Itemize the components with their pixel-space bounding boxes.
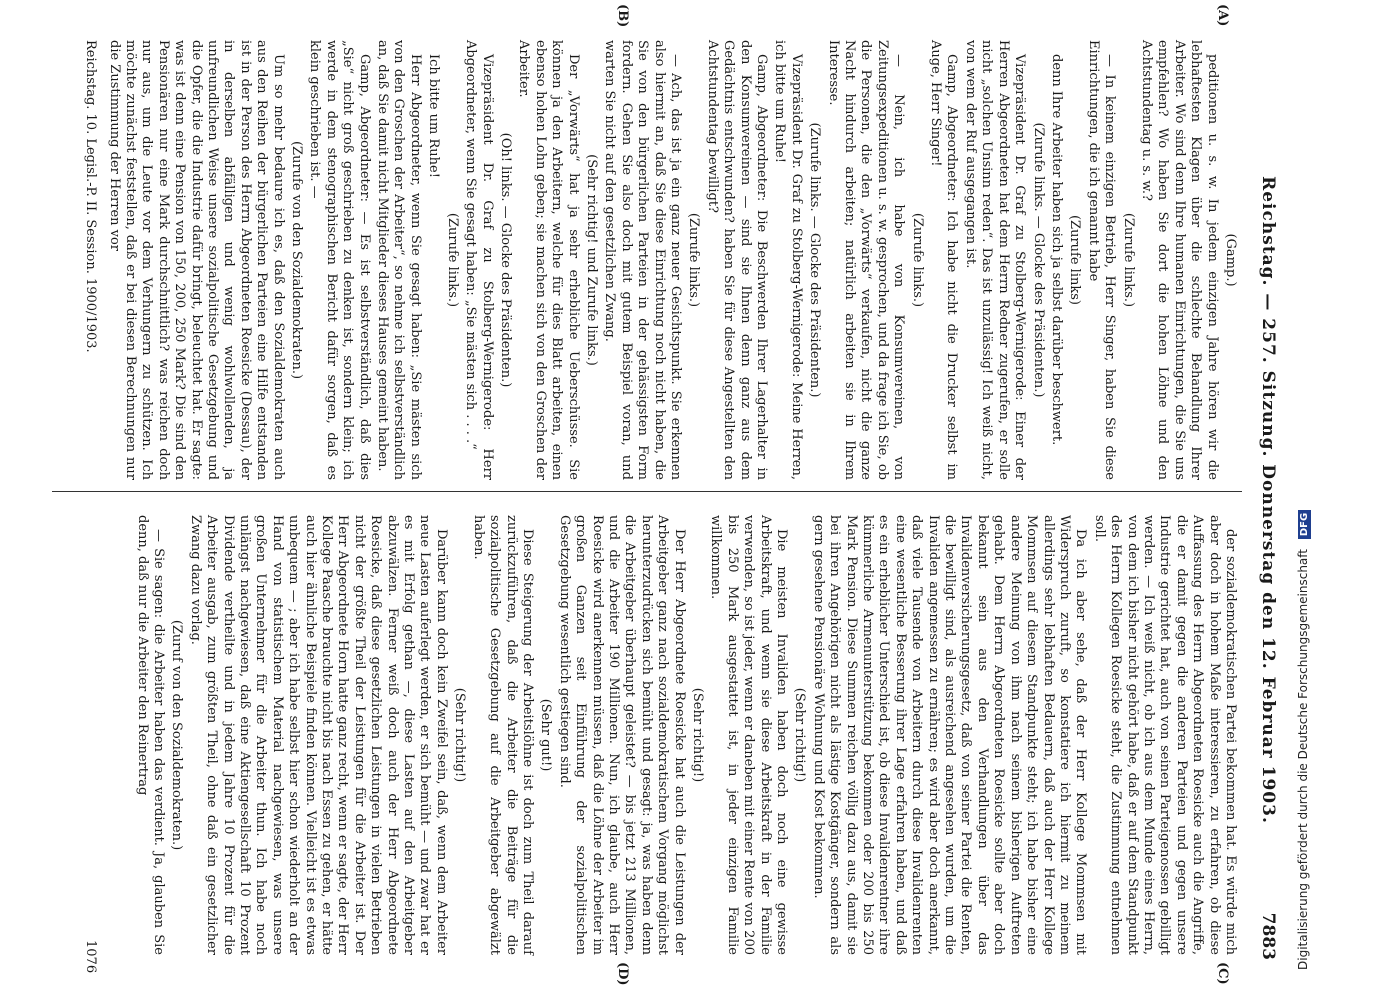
sidebar-text: Digitalisierung gefördert durch die Deutsche Forschungsgemeinschaft [1296, 548, 1310, 970]
left-column-paragraph: Herr Abgeordneter, wenn Sie gesagt haben: „Sie mästen sich von den Groschen der Arbeiter“, so nehme ich selbstverständlich an, daß Sie damit nicht Mitglieder dieses Hauses gemeint haben. [375, 40, 423, 480]
right-column-paragraph: (Sehr richtig!) [452, 687, 468, 783]
page-header [1248, 0, 1278, 1000]
right-column-paragraph: Die meisten Invaliden haben doch noch eine gewisse Arbeitskraft, und wenn sie diese Arbeitskraft in der Familie verwenden, so ist jeder, wenn er daneben mit einer Rente von 200 bis 250 Mark ausgestattet ist, in jeder einzigen Familie willkommen. [708, 515, 790, 955]
margin-mark-d: (D) [615, 962, 630, 986]
left-column-paragraph: Vizepräsident Dr. Graf zu Stolberg-Wernigerode: Einer der Herren Abgeordneten hat dem Herrn Redner zugerufen, er solle nicht „solchen Unsinn reden“. Das ist unzulässig! Ich weiß nicht, von wem der Ruf ausgegangen ist. [962, 40, 1028, 480]
left-column-paragraph: (Zurufe links.) [1120, 212, 1136, 308]
right-column [131, 515, 1238, 955]
left-column-paragraph: (Zurufe links.) [909, 212, 925, 308]
margin-mark-a: (A) [1215, 4, 1230, 27]
left-column-paragraph: Um so mehr bedaure ich es, daß den Sozialdemokraten auch aus den Reihen der bürgerlichen Parteien eine Hilfe entstanden ist in der Person des Herrn Abgeordneten Roesicke (Dessau), der in derselben abfälligen und wenig wohlwollenden, ja unfreundlichen Weise unsere sozialpolitische Gesetzgebung und die Opfer, die die Industrie dafür bringt, beleuchtet hat. Er sagte: was ist denn eine Pension von 150, 200, 250 Mark? Die sind den Pensionären nur eine Mark durchschnittlich? was reichen doch nur aus, um die Leute vor dem Verhungern zu schützen. Ich möchte zunächst feststellen, daß er bei diesen Berechnungen nur die Zustimmung der Herren vor [106, 40, 286, 480]
left-column-paragraph: Der „Vorwärts“ hat ja sehr erhebliche Ueberschüsse. Sie können ja den Arbeitern, welche für dies Blatt arbeiten, einen ebenso hohen Lohn geben; sie machen sich von den Groschen der Arbeiter. [516, 40, 581, 480]
header-title: Reichstag. — 257. Sitzung. Donnerstag den 12. Februar 1903. [1258, 176, 1278, 824]
left-column-paragraph: (Zurufe links. — Glocke des Präsidenten.) [807, 122, 823, 398]
right-column-paragraph: (Sehr richtig!) [792, 687, 808, 783]
right-column-paragraph: Der Herr Abgeordnete Roesicke hat auch die Leistungen der Arbeitgeber ganz nach sozialdemokratischem Vorgang möglichst herunterzudrücken sich bemüht und gesagt: ja, was haben denn die Arbeitgeber überhaupt geleistet? — bis jetzt 213 Millionen, und die Arbeiter 190 Millionen. Nun, ich glaube, auch Herr Roesicke wird anerkennen müssen, daß die Löhne der Arbeiter im großen Ganzen seit Einführung der sozialpolitischen Gesetzgebung wesentlich gestiegen sind. [556, 515, 687, 955]
page-number: 7883 [1258, 912, 1278, 960]
left-column-paragraph: Gamp, Abgeordneter: Die Beschwerden Ihrer Lagerhalter in den Konsumvereinen — sind sie Ihnen denn ganz aus dem Gedächtnis entschwunden? haben Sie für diese Angestellten den Achtstundentag bewilligt? [704, 40, 770, 480]
footer-left: Reichstag. 10. Legisl.-P. II. Session. 1900/1903. [83, 40, 98, 353]
left-column-paragraph: (Gamp.) [1223, 233, 1238, 287]
right-column-paragraph: (Sehr richtig!) [690, 687, 705, 783]
left-column-paragraph: — Ach, das ist ja ein ganz neuer Gesichtspunkt. Sie erkennen also hiermit an, daß Sie diese Einrichtung noch nicht haben, die Sie von den bürgerlichen Parteien in der gehässigsten Form fordern. Gehen Sie also doch mit gutem Beispiel voran, und warten Sie nicht auf den gesetzlichen Zwang. [602, 40, 683, 480]
left-column-paragraph: Gamp, Abgeordneter: — Es ist selbstverständlich, daß dies „Sie“ nicht groß geschrieben zu denken ist, sondern klein; ich werde in dem stenographischen Bericht dafür sorgen, daß es klein geschrieben ist. — [307, 40, 372, 480]
left-column-paragraph: (Oh! links. — Glocke des Präsidenten.) [497, 132, 513, 388]
right-column-paragraph: Darüber kann doch kein Zweifel sein, daß, wenn dem Arbeiter neue Lasten auferlegt werden, er sich bemüht — und zwar hat er es mit Erfolg gethan —, diese Lasten auf den Arbeitgeber abzuwälzen. Ferner weiß doch auch der Herr Abgeordnete Roesicke, daß diese gesetzlichen Leistungen in vielen Betrieben nicht der größte Theil der Leistungen für die Arbeiter ist. Der Herr Abgeordnete Horn hatte ganz recht, wenn er sagte, der Herr Kollege Paasche brauchte nicht bis nach Essen zu gehen, er hätte auch hier ähnliche Beispiele finden können. Vielleicht ist es etwas unbequem — ; aber ich habe selbst hier schon wiederholt an der Hand von statistischem Material nachgewiesen, was unsere großen Unternehmer für die Arbeiter thun. Ich habe noch unlängst nachgewiesen, daß eine Aktiengesellschaft 10 Prozent Dividende vertheilte und in jedem Jahre 10 Prozent für die Arbeiter ausgab, zum größten Theil, ohne daß ein gesetzlicher Zwang dazu vorlag. [187, 515, 449, 955]
left-column-paragraph: denn Ihre Arbeiter haben sich ja selbst darüber beschwert. [1048, 54, 1064, 446]
left-column-paragraph: — Nein, ich habe von Konsumvereinen, von Zeitungsexpeditionen u. s. w. gesprochen, und da frage ich Sie, ob die Personen, die den „Vorwärts“ verkaufen, nicht die ganze Nacht hindurch arbeiten; natürlich arbeiten sie in Ihrem Interesse. [825, 40, 907, 480]
dfg-logo: DFG [1298, 510, 1311, 539]
margin-mark-b: (B) [615, 4, 630, 28]
column-divider [52, 491, 1242, 492]
margin-mark-c: (C) [1215, 962, 1230, 985]
left-column-paragraph: peditionen u. s. w. In jedem einzigen Jahre hören wir die lebhaftesten Klagen über die schlechte Behandlung Ihrer Arbeiter. Wo sind denn Ihre humanen Einrichtungen, die Sie uns empfehlen? Wo haben Sie dort die hohen Löhne und den Achtstundentag u. s. w.? [1138, 40, 1220, 480]
right-column-paragraph: — Sie sagen: die Arbeiter haben das verdient. Ja, glauben Sie denn, daß nur die Arbeiter den Reinertrag [134, 515, 166, 955]
left-column-paragraph: Vizepräsident Dr. Graf zu Stolberg-Wernigerode: Meine Herren, ich bitte um Ruhe! [772, 40, 804, 480]
sidebar-note [1296, 0, 1311, 1000]
right-column-paragraph: der sozialdemokratischen Partei bekommen hat. Es würde mich aber doch in hohem Maße interessieren, zu erfahren, ob diese Auffassung des Herrn Abgeordneten Roesicke auch die Angriffe, die er damit gegen die anderen Parteien und gegen unsere Industrie gerichtet hat, auch von seinen Parteigenossen gebilligt werden. — Ich weiß nicht, ob ich aus dem Munde eines Herrn, von dem ich bisher nicht gehört habe, daß er auf dem Standpunkt des Herrn Kollegen Roesicke steht, die Zustimmung entnehmen soll. [1091, 515, 1238, 955]
left-column-paragraph: Ich bitte um Ruhe! [426, 54, 442, 178]
right-column-paragraph: Diese Steigerung der Arbeitslöhne ist doch zum Theil darauf zurückzuführen, daß die Arbeiter die Beiträge für die sozialpolitische Gesetzgebung auf die Arbeitgeber abgewälzt haben. [470, 515, 535, 955]
left-column-paragraph: (Zurufe links) [1067, 214, 1083, 305]
left-column-paragraph: Gamp, Abgeordneter: Ich habe nicht die Drucker selbst im Auge, Herr Singer! [928, 40, 960, 480]
left-column [103, 40, 1238, 480]
left-column-paragraph: (Zurufe von den Sozialdemokraten.) [289, 140, 305, 380]
digitization-sidebar [1296, 0, 1397, 1000]
left-column-paragraph: (Sehr richtig! und Zurufe links.) [583, 154, 599, 366]
left-column-paragraph: (Zurufe links.) [686, 212, 702, 308]
left-column-paragraph: (Zurufe links. — Glocke des Präsidenten.) [1030, 122, 1046, 398]
left-column-paragraph: — In keinem einzigen Betrieb, Herr Singer, haben Sie diese Einrichtungen, die ich genannt habe [1085, 40, 1118, 480]
left-column-paragraph: Vizepräsident Dr. Graf zu Stolberg-Wernigerode: Herr Abgeordneter, wenn Sie gesagt haben: „Sie mästen sich . . . .“ [463, 40, 495, 480]
right-column-paragraph: (Zuruf von den Sozialdemokraten.) [169, 619, 185, 851]
left-column-paragraph: (Zurufe links.) [444, 212, 460, 308]
right-column-paragraph: (Sehr gut!) [538, 698, 554, 772]
right-column-paragraph: Da ich aber sehe, daß der Herr Kollege Mommsen mit Widerspruch zuruft, so konstatiere ich hiermit zu meinem allerdings sehr lebhaften Bedauern, daß auch der Herr Kollege Mommsen auf diesem Standpunkte steht; ich habe bisher eine andere Meinung von ihm nach seinem bisherigen Auftreten gehabt. Dem Herrn Abgeordneten Roesicke sollte aber doch bekannt sein aus den Verhandlungen über das Invalidenversicherungsgesetz, daß von seiner Partei die Renten, die bewilligt sind, als ausreichend angesehen wurden, um die Invaliden angemessen zu ernähren; es wird aber doch anerkannt, daß viele Tausende von Arbeitern durch diese Invalidenrenten eine wesentliche Besserung ihrer Lage erfahren haben, und daß es ein erheblicher Unterschied ist, ob diese Invalidenrentner ihre kümmerliche Armenunterstützung bekommen oder 200 bis 250 Mark Pension. Diese Summen reichen völlig dazu aus, damit sie bei ihren Angehörigen nicht als lästige Kostgänger, sondern als gern gesehene Pensionäre Wohnung und Kost bekommen. [810, 515, 1089, 955]
footer-page-number: 1076 [83, 940, 98, 974]
